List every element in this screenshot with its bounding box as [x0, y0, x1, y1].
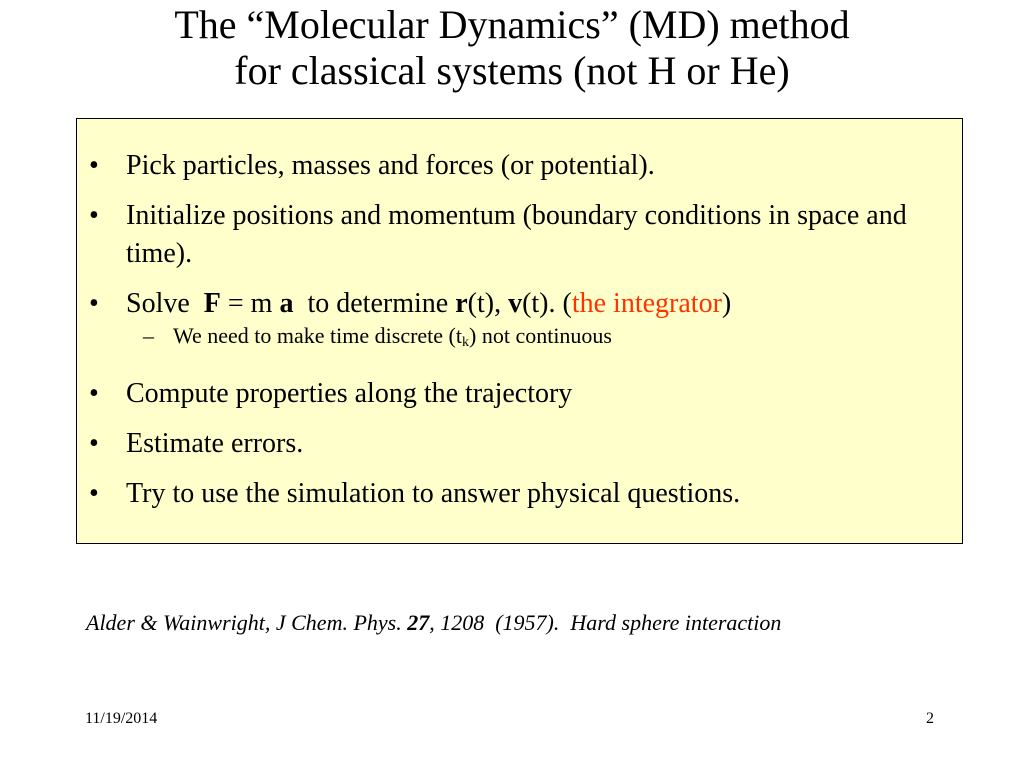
- velocity-time: (t). (: [522, 288, 572, 319]
- bullet-item: [77, 197, 946, 273]
- bullet-dot-icon: •: [89, 288, 99, 319]
- slide-title-line-2: for classical systems (not H or He): [234, 48, 790, 93]
- sub-bullet-prefix: We need to make time discrete (t: [173, 323, 462, 348]
- solve-close: ): [721, 288, 732, 319]
- integrator-highlight: the integrator: [571, 288, 722, 319]
- citation-volume: 27: [407, 610, 430, 635]
- footer-page-number: 2: [926, 710, 934, 727]
- content-box: [76, 118, 963, 544]
- slide-title: [0, 2, 1024, 94]
- slide-title-line-1: The “Molecular Dynamics” (MD) method: [174, 2, 850, 47]
- sub-bullet-subscript: k: [462, 335, 469, 350]
- solve-equation: = m: [220, 288, 280, 319]
- bullet-dot-icon: •: [89, 200, 99, 231]
- bullet-list: [77, 147, 946, 525]
- sub-bullet-dash-icon: –: [143, 323, 154, 348]
- force-symbol: F: [203, 288, 221, 319]
- bullet-text: Pick particles, masses and forces (or potential).: [126, 150, 655, 181]
- bullet-item: [77, 147, 946, 185]
- bullet-dot-icon: •: [89, 478, 99, 509]
- solve-prefix: Solve: [126, 288, 204, 319]
- citation-authors-journal: Alder & Wainwright, J Chem. Phys.: [86, 610, 408, 635]
- bullet-item: [77, 475, 946, 513]
- position-symbol: r: [455, 288, 468, 319]
- solve-middle: to determine: [293, 288, 456, 319]
- position-time: (t),: [467, 288, 509, 319]
- bullet-dot-icon: •: [89, 428, 99, 459]
- acceleration-symbol: a: [279, 288, 294, 319]
- sub-bullet-suffix: ) not continuous: [469, 323, 612, 348]
- bullet-text: Try to use the simulation to answer physical questions.: [126, 478, 741, 509]
- bullet-dot-icon: •: [89, 150, 99, 181]
- bullet-text: Initialize positions and momentum (boundary conditions in space and time).: [126, 200, 907, 269]
- bullet-item-solve: [77, 285, 946, 323]
- bullet-text: Compute properties along the trajectory: [126, 378, 573, 409]
- bullet-item: [77, 375, 946, 413]
- citation-pages-year-note: , 1208 (1957). Hard sphere interaction: [429, 610, 782, 635]
- velocity-symbol: v: [508, 288, 523, 319]
- citation: [86, 610, 781, 636]
- bullet-text: Estimate errors.: [126, 428, 304, 459]
- bullet-item: [77, 425, 946, 463]
- sub-bullet-item: [77, 323, 946, 356]
- footer-date: 11/19/2014: [85, 710, 158, 727]
- bullet-dot-icon: •: [89, 378, 99, 409]
